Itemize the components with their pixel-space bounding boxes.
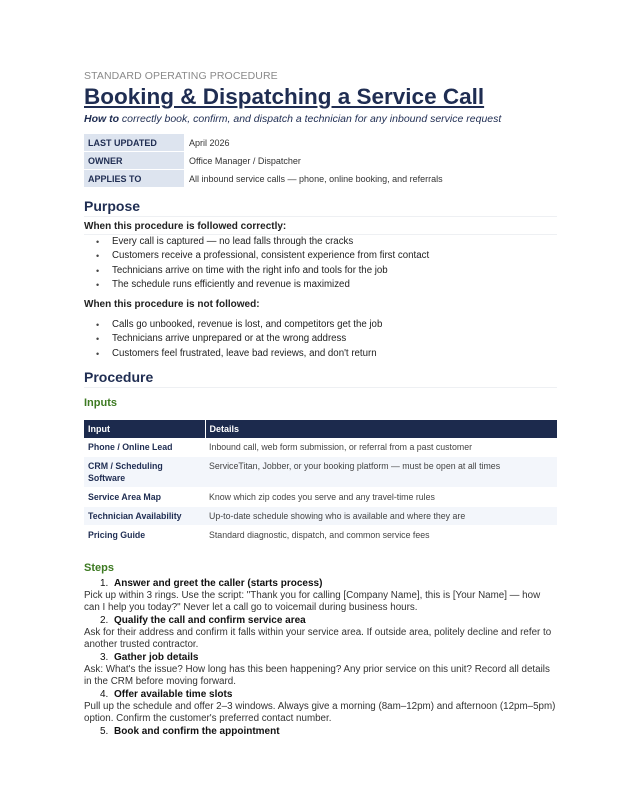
step-number: 1. [100, 578, 109, 590]
step-item [84, 725, 557, 738]
step-number: 3. [100, 652, 109, 664]
page-title: Booking & Dispatching a Service Call [84, 84, 485, 109]
table-row [84, 526, 557, 545]
list-item [96, 264, 557, 278]
input-cell: Technician Availability [84, 507, 205, 526]
table-row [84, 488, 557, 507]
metadata-table [84, 133, 447, 188]
steps-list [84, 577, 557, 738]
meta-label: LAST UPDATED [84, 134, 184, 151]
bullet-icon: • [96, 265, 100, 276]
input-cell: Phone / Online Lead [84, 438, 205, 457]
table-header-row [84, 420, 557, 438]
list-item [96, 249, 557, 263]
step-description: Ask: What's the issue? How long has this been happening? Any prior service on this unit? Record all details in the CRM before moving forward. [84, 664, 550, 687]
list-item-text: Calls go unbooked, revenue is lost, and competitors get the job [112, 319, 383, 331]
bullet-icon: • [96, 348, 100, 359]
section-heading-purpose: Purpose [84, 197, 557, 217]
details-cell: Standard diagnostic, dispatch, and common service fees [205, 526, 557, 545]
step-description: Pick up within 3 rings. Use the script: "Thank you for calling [Company Name], this is [Your Name] — how can I help you today?" Never let a call go to voicemail during business hours. [84, 590, 541, 613]
input-cell: Service Area Map [84, 488, 205, 507]
list-item-text: Customers receive a professional, consistent experience from first contact [112, 250, 430, 262]
followed-lead: When this procedure is followed correctly: [84, 220, 557, 235]
meta-row-last-updated [84, 134, 447, 151]
step-number: 5. [100, 726, 109, 738]
subheading-inputs: Inputs [84, 397, 117, 410]
bullet-icon: • [96, 279, 100, 290]
step-number: 4. [100, 689, 109, 701]
meta-row-applies-to [84, 170, 447, 187]
step-number: 2. [100, 615, 109, 627]
list-item-text: Customers feel frustrated, leave bad reviews, and don't return [112, 347, 377, 359]
followed-list [96, 235, 557, 292]
subheading-steps: Steps [84, 562, 114, 575]
step-title [84, 614, 557, 627]
bullet-icon: • [96, 251, 100, 262]
step-title-text: Qualify the call and confirm service area [114, 615, 306, 627]
input-cell: CRM / Scheduling Software [84, 457, 205, 488]
step-item [84, 577, 557, 613]
table-row [84, 438, 557, 457]
inputs-table [84, 420, 557, 545]
list-item-text: The schedule runs efficiently and revenue is maximized [112, 278, 350, 290]
meta-label: OWNER [84, 152, 184, 169]
step-description: Pull up the schedule and offer 2–3 windows. Always give a morning (8am–12pm) and afternoon (12pm–5pm) option. Confirm the customer's preferred contact number. [84, 701, 556, 724]
step-description: Ask for their address and confirm it falls within your service area. If outside area, politely decline and refer to another trusted contractor. [84, 627, 552, 650]
step-title [84, 651, 557, 664]
bullet-icon: • [96, 334, 100, 345]
list-item [96, 235, 557, 249]
list-item-text: Technicians arrive on time with the right info and tools for the job [112, 264, 388, 276]
column-header-input: Input [84, 420, 205, 438]
column-header-details: Details [205, 420, 557, 438]
document-type-label: STANDARD OPERATING PROCEDURE [84, 70, 278, 82]
bullet-icon: • [96, 320, 100, 331]
details-cell: Up-to-date schedule showing who is available and where they are [205, 507, 557, 526]
step-title [84, 577, 557, 590]
step-title-text: Answer and greet the caller (starts process) [114, 578, 323, 590]
step-title [84, 725, 557, 738]
not-followed-list [96, 318, 557, 361]
step-title-text: Gather job details [114, 652, 199, 664]
step-title [84, 688, 557, 701]
list-item [96, 318, 557, 332]
list-item-text: Every call is captured — no lead falls through the cracks [112, 236, 354, 247]
sop-document [84, 70, 557, 738]
meta-value: April 2026 [189, 137, 230, 148]
meta-row-owner [84, 152, 447, 169]
list-item [96, 332, 557, 346]
not-followed-lead: When this procedure is not followed: [84, 299, 260, 311]
step-item [84, 688, 557, 724]
bullet-icon: • [96, 237, 100, 247]
input-cell: Pricing Guide [84, 526, 205, 545]
subtitle-text: correctly book, confirm, and dispatch a technician for any inbound service request [119, 113, 502, 125]
step-title-text: Book and confirm the appointment [114, 726, 280, 738]
meta-value: Office Manager / Dispatcher [189, 155, 301, 166]
table-row [84, 457, 557, 488]
meta-value: All inbound service calls — phone, online booking, and referrals [189, 173, 443, 184]
details-cell: Inbound call, web form submission, or referral from a past customer [205, 438, 557, 457]
details-cell: ServiceTitan, Jobber, or your booking platform — must be open at all times [205, 457, 557, 488]
section-heading-procedure: Procedure [84, 368, 557, 388]
list-item [96, 278, 557, 292]
step-item [84, 651, 557, 687]
page-subtitle [84, 112, 557, 126]
table-row [84, 507, 557, 526]
step-item [84, 614, 557, 650]
meta-label: APPLIES TO [84, 170, 184, 187]
list-item-text: Technicians arrive unprepared or at the wrong address [112, 333, 347, 345]
details-cell: Know which zip codes you serve and any travel-time rules [205, 488, 557, 507]
step-title-text: Offer available time slots [114, 689, 233, 701]
list-item [96, 347, 557, 361]
subtitle-lead: How to [84, 113, 119, 125]
